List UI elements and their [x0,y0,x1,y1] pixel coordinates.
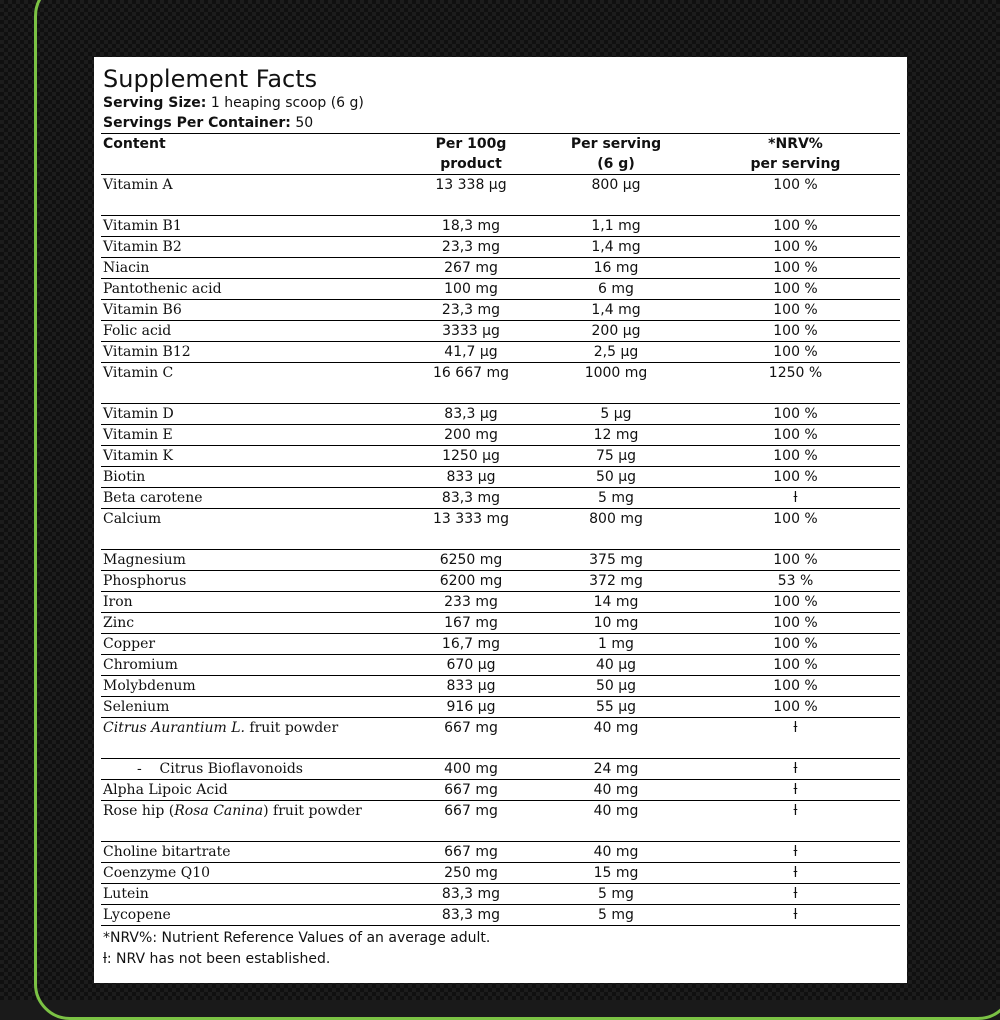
row-nutrient-name: Niacin [101,258,401,279]
table-row [101,718,900,759]
table-row [101,613,900,634]
row-nutrient-name [101,759,401,780]
row-per-serving: 800 µg [541,175,691,216]
row-per-100g: 6250 mg [401,550,541,571]
row-nutrient-name: Vitamin C [101,363,401,404]
table-row [101,175,900,216]
row-per-100g: 400 mg [401,759,541,780]
row-nrv: 100 % [691,258,900,279]
name-latin: Rosa Canina [174,803,264,819]
row-nutrient-name: Vitamin B6 [101,300,401,321]
row-nrv: 1250 % [691,363,900,404]
row-nutrient-name: Pantothenic acid [101,279,401,300]
row-per-serving: 40 mg [541,718,691,759]
row-nutrient-name: Vitamin B1 [101,216,401,237]
row-nrv: 100 % [691,237,900,258]
supplement-facts-panel [94,57,907,983]
table-row [101,488,900,509]
table-row [101,905,900,926]
row-nrv: 100 % [691,550,900,571]
row-nutrient-name: Vitamin B12 [101,342,401,363]
row-nrv: 100 % [691,404,900,425]
row-nrv: 100 % [691,446,900,467]
row-per-serving: 14 mg [541,592,691,613]
row-per-serving: 2,5 µg [541,342,691,363]
table-row [101,342,900,363]
header-per-serving: Per serving (6 g) [541,134,691,175]
row-nrv: 100 % [691,592,900,613]
row-per-serving: 75 µg [541,446,691,467]
row-nrv: 100 % [691,321,900,342]
table-row [101,759,900,780]
row-nutrient-name: Vitamin B2 [101,237,401,258]
row-nrv: ƚ [691,842,900,863]
row-nrv: 100 % [691,425,900,446]
table-row [101,884,900,905]
row-per-serving: 12 mg [541,425,691,446]
row-per-100g: 167 mg [401,613,541,634]
table-row [101,697,900,718]
row-per-serving: 1,4 mg [541,237,691,258]
row-per-serving: 1000 mg [541,363,691,404]
table-row [101,258,900,279]
row-nrv: ƚ [691,780,900,801]
row-nutrient-name [101,718,401,759]
facts-table [101,134,900,926]
table-row [101,550,900,571]
row-per-serving: 5 mg [541,905,691,926]
row-per-100g: 250 mg [401,863,541,884]
row-nutrient-name: Vitamin A [101,175,401,216]
header-content: Content [101,134,401,175]
row-per-serving: 40 µg [541,655,691,676]
row-per-serving: 50 µg [541,467,691,488]
table-row [101,655,900,676]
row-nrv: 100 % [691,467,900,488]
row-per-100g: 16,7 mg [401,634,541,655]
servings-value: 50 [290,115,314,131]
row-nutrient-name: Molybdenum [101,676,401,697]
row-per-100g: 83,3 µg [401,404,541,425]
row-nutrient-name: Vitamin E [101,425,401,446]
name-part: ) fruit powder [263,803,362,819]
serving-size-label: Serving Size: [103,95,207,111]
table-row [101,300,900,321]
serving-size-value: 1 heaping scoop (6 g) [206,95,364,111]
name-part: fruit powder [244,720,339,736]
row-nrv: 100 % [691,697,900,718]
table-row [101,634,900,655]
table-row [101,237,900,258]
row-nutrient-name: Vitamin D [101,404,401,425]
row-per-100g: 83,3 mg [401,905,541,926]
servings-label: Servings Per Container: [103,115,291,131]
row-nutrient-name: Selenium [101,697,401,718]
row-per-100g: 833 µg [401,676,541,697]
row-nutrient-name: Folic acid [101,321,401,342]
row-per-serving: 16 mg [541,258,691,279]
row-nrv: ƚ [691,488,900,509]
row-per-serving: 1 mg [541,634,691,655]
row-nrv: ƚ [691,884,900,905]
row-nutrient-name: Coenzyme Q10 [101,863,401,884]
table-row [101,780,900,801]
table-header-row [101,134,900,175]
facts-table-body [101,175,900,926]
row-per-100g: 16 667 mg [401,363,541,404]
row-nrv: 100 % [691,279,900,300]
row-nrv: ƚ [691,759,900,780]
row-nutrient-name [101,801,401,842]
row-per-serving: 1,4 mg [541,300,691,321]
table-row [101,467,900,488]
row-per-100g: 13 333 mg [401,509,541,550]
row-nrv: 53 % [691,571,900,592]
row-nrv: 100 % [691,175,900,216]
row-per-serving: 5 µg [541,404,691,425]
row-per-serving: 15 mg [541,863,691,884]
name-part: Rose hip ( [103,803,175,819]
table-row [101,509,900,550]
row-per-serving: 6 mg [541,279,691,300]
table-row [101,571,900,592]
table-row [101,279,900,300]
row-nrv: ƚ [691,905,900,926]
table-row [101,216,900,237]
row-nrv: ƚ [691,863,900,884]
row-nrv: 100 % [691,216,900,237]
row-nutrient-name: Choline bitartrate [101,842,401,863]
row-nutrient-name: Biotin [101,467,401,488]
header-per-100g: Per 100g product [401,134,541,175]
row-per-100g: 233 mg [401,592,541,613]
row-per-100g: 41,7 µg [401,342,541,363]
row-per-100g: 23,3 mg [401,237,541,258]
row-per-serving: 24 mg [541,759,691,780]
row-nrv: 100 % [691,655,900,676]
row-per-serving: 800 mg [541,509,691,550]
row-per-100g: 667 mg [401,842,541,863]
row-per-100g: 670 µg [401,655,541,676]
row-nutrient-name: Beta carotene [101,488,401,509]
row-nrv: 100 % [691,342,900,363]
row-per-100g: 267 mg [401,258,541,279]
row-nutrient-name: Vitamin K [101,446,401,467]
table-row [101,801,900,842]
row-nutrient-name: Lutein [101,884,401,905]
table-row [101,425,900,446]
page-title: Supplement Facts [103,65,318,93]
row-per-100g: 18,3 mg [401,216,541,237]
sub-item-name: Citrus Bioflavonoids [159,761,303,777]
row-per-serving: 5 mg [541,488,691,509]
row-per-100g: 916 µg [401,697,541,718]
row-per-100g: 667 mg [401,780,541,801]
row-per-serving: 40 mg [541,780,691,801]
footnote-nrv: *NRV%: Nutrient Reference Values of an average adult. [103,930,491,946]
row-per-100g: 13 338 µg [401,175,541,216]
row-per-100g: 200 mg [401,425,541,446]
row-nutrient-name: Copper [101,634,401,655]
row-per-100g: 833 µg [401,467,541,488]
row-nutrient-name: Chromium [101,655,401,676]
row-nrv: 100 % [691,300,900,321]
row-nutrient-name: Iron [101,592,401,613]
row-per-serving: 5 mg [541,884,691,905]
row-per-100g: 1250 µg [401,446,541,467]
row-per-serving: 40 mg [541,801,691,842]
servings-per-container-line [101,113,900,134]
table-row [101,863,900,884]
row-nutrient-name: Lycopene [101,905,401,926]
header-nrv: *NRV% per serving [691,134,900,175]
row-per-serving: 200 µg [541,321,691,342]
row-per-serving: 50 µg [541,676,691,697]
row-per-100g: 100 mg [401,279,541,300]
name-latin: Citrus Aurantium L. [103,720,245,736]
row-nrv: 100 % [691,676,900,697]
table-row [101,446,900,467]
footnotes [101,926,900,970]
row-nrv: ƚ [691,801,900,842]
serving-size-line [101,93,900,113]
row-nrv: 100 % [691,634,900,655]
table-row [101,842,900,863]
row-nrv: 100 % [691,509,900,550]
footnote-not-established: ƚ: NRV has not been established. [103,951,331,967]
row-nutrient-name: Phosphorus [101,571,401,592]
table-row [101,676,900,697]
table-row [101,404,900,425]
table-row [101,363,900,404]
row-nutrient-name: Zinc [101,613,401,634]
table-row [101,592,900,613]
sub-item-dash: - [137,761,142,777]
row-nutrient-name: Calcium [101,509,401,550]
row-per-100g: 83,3 mg [401,884,541,905]
row-nrv: ƚ [691,718,900,759]
row-per-100g: 83,3 mg [401,488,541,509]
row-per-100g: 23,3 mg [401,300,541,321]
row-nrv: 100 % [691,613,900,634]
row-nutrient-name: Magnesium [101,550,401,571]
row-per-serving: 372 mg [541,571,691,592]
row-per-serving: 10 mg [541,613,691,634]
row-per-serving: 1,1 mg [541,216,691,237]
facts-content [101,65,900,970]
row-per-serving: 40 mg [541,842,691,863]
row-per-100g: 667 mg [401,718,541,759]
row-per-serving: 55 µg [541,697,691,718]
table-row [101,321,900,342]
row-per-100g: 3333 µg [401,321,541,342]
row-nutrient-name: Alpha Lipoic Acid [101,780,401,801]
row-per-serving: 375 mg [541,550,691,571]
row-per-100g: 6200 mg [401,571,541,592]
row-per-100g: 667 mg [401,801,541,842]
